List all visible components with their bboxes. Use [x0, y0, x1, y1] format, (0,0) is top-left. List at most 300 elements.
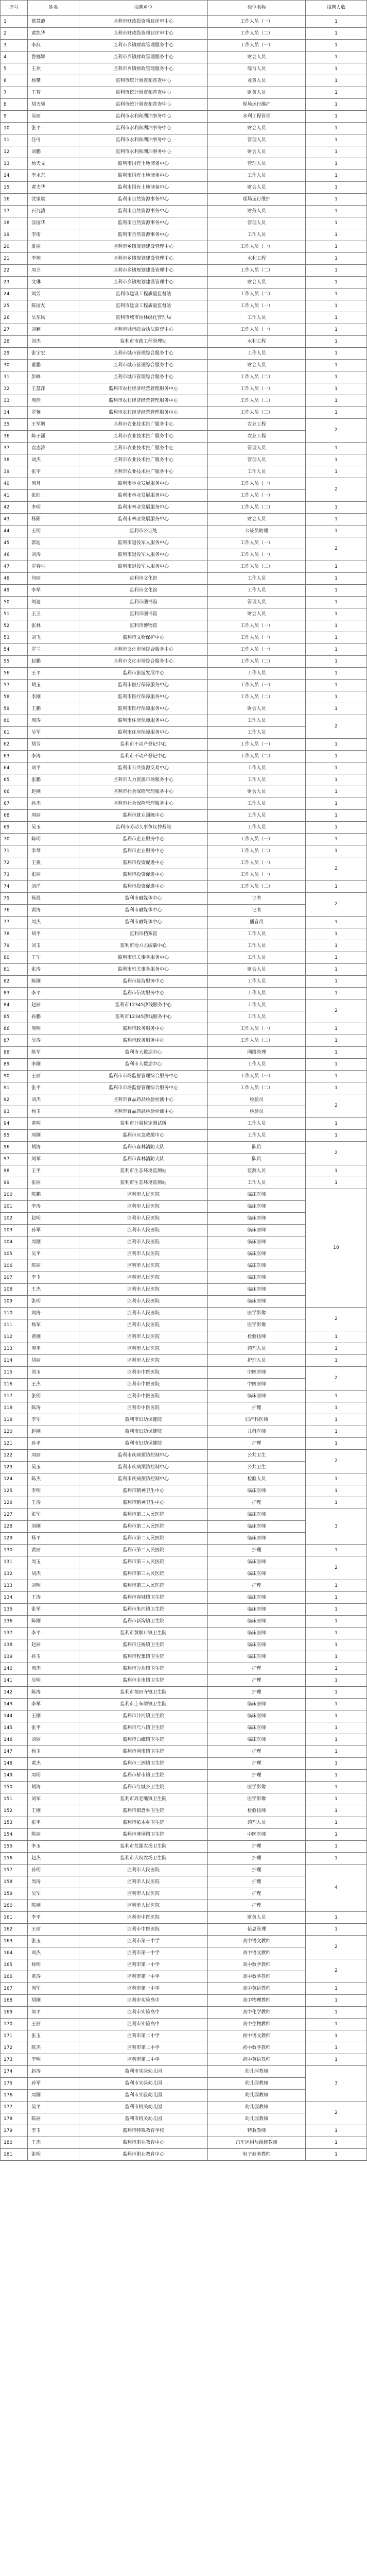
table-cell-post: 工作人员（一） — [208, 1071, 306, 1082]
table-cell-unit: 监利市职业教育中心 — [79, 2149, 208, 2161]
table-cell-seq: 173 — [1, 2054, 28, 2066]
table-cell-name: 陈杰 — [28, 2042, 79, 2054]
table-cell-unit: 监利市乡镇财政管理服务中心 — [79, 63, 208, 75]
table-cell-seq: 24 — [1, 289, 28, 300]
table-cell-unit: 监利市实验高中 — [79, 2007, 208, 2019]
table-cell-unit: 监利市公共资源交易中心 — [79, 762, 208, 774]
table-cell-post: 临床医师 — [208, 1628, 306, 1639]
table-cell-name: 沈家斌 — [28, 194, 79, 206]
table-cell-seq: 80 — [1, 952, 28, 964]
table-cell-count: 1 — [306, 158, 367, 170]
table-cell-count: 1 — [306, 395, 367, 407]
table-cell-post: 特教教师 — [208, 2125, 306, 2137]
table-cell-post: 工作人员 — [208, 573, 306, 585]
table-cell-seq: 145 — [1, 1722, 28, 1734]
table-cell-post: 幼儿园教师 — [208, 2090, 306, 2102]
table-cell-seq: 31 — [1, 371, 28, 383]
table-cell-seq: 51 — [1, 608, 28, 620]
table-row — [1, 2137, 367, 2149]
table-cell-post: 初中英语教师 — [208, 2054, 306, 2066]
table-cell-count: 1 — [306, 1438, 367, 1450]
table-cell-post: 临床医师 — [208, 1189, 306, 1201]
table-cell-seq: 86 — [1, 1023, 28, 1035]
table-cell-seq: 54 — [1, 644, 28, 656]
table-cell-post: 工作人员（一） — [208, 16, 306, 28]
table-row — [1, 443, 367, 454]
table-cell-unit: 监利市第三人民医院 — [79, 1556, 208, 1568]
table-cell-count: 1 — [306, 1035, 367, 1047]
table-cell-count: 2 — [306, 999, 367, 1023]
table-cell-unit: 监利市国有土地储备中心 — [79, 158, 208, 170]
table-row — [1, 573, 367, 585]
table-row — [1, 2054, 367, 2066]
table-cell-name: 文琳 — [28, 277, 79, 289]
table-row — [1, 1580, 367, 1592]
table-cell-post: 工作人员 — [208, 810, 306, 822]
table-cell-post: 高中英语教师 — [208, 1983, 306, 1995]
table-cell-name: 吴平 — [28, 1248, 79, 1260]
table-cell-unit: 监利市城市综合执法监督中心 — [79, 324, 208, 336]
table-cell-seq: 61 — [1, 727, 28, 739]
table-cell-count: 1 — [306, 976, 367, 988]
table-cell-post: 临床医师 — [208, 1236, 306, 1248]
table-cell-post: 记者 — [208, 905, 306, 917]
table-cell-seq: 70 — [1, 834, 28, 845]
table-cell-post: 财会人员 — [208, 703, 306, 715]
table-cell-seq: 33 — [1, 395, 28, 407]
table-row — [1, 1687, 367, 1699]
table-cell-seq: 166 — [1, 1971, 28, 1983]
table-cell-post: 农业工程 — [208, 419, 306, 431]
table-cell-name: 张林 — [28, 620, 79, 632]
table-cell-count: 1 — [306, 182, 367, 194]
table-cell-name: 赵刚 — [28, 786, 79, 798]
table-cell-seq: 65 — [1, 774, 28, 786]
table-cell-name: 周明 — [28, 1023, 79, 1035]
table-row — [1, 1331, 367, 1343]
header-unit: 招聘单位 — [79, 1, 208, 16]
table-row — [1, 146, 367, 158]
table-cell-name: 周涛 — [28, 1876, 79, 1888]
table-row — [1, 703, 367, 715]
table-cell-post: 临床医师 — [208, 1710, 306, 1722]
table-cell-count: 1 — [306, 2030, 367, 2042]
table-cell-post: 初中数学教师 — [208, 2042, 306, 2054]
table-cell-unit: 监利市医疗保障服务中心 — [79, 691, 208, 703]
table-cell-count: 1 — [306, 253, 367, 265]
table-cell-name: 张平 — [28, 123, 79, 134]
table-cell-post: 工作人员（二） — [208, 561, 306, 573]
table-cell-unit: 监利市实验幼儿园 — [79, 2078, 208, 2090]
table-cell-seq: 116 — [1, 1379, 28, 1391]
table-cell-post: 工作人员（一） — [208, 620, 306, 632]
table-cell-name: 李涛 — [28, 1201, 79, 1213]
table-cell-seq: 21 — [1, 253, 28, 265]
table-cell-count: 1 — [306, 2019, 367, 2030]
table-cell-post: 临床医师 — [208, 1568, 306, 1580]
table-cell-seq: 163 — [1, 1936, 28, 1947]
table-cell-count: 1 — [306, 1177, 367, 1189]
table-cell-name: 王平 — [28, 668, 79, 680]
table-row — [1, 217, 367, 229]
table-cell-name: 吴涛 — [28, 1035, 79, 1047]
table-cell-post: 临床医师 — [208, 1651, 306, 1663]
table-cell-post: 工作人员 — [208, 928, 306, 940]
table-cell-post: 检验员 — [208, 1094, 306, 1106]
table-cell-unit: 监利市程集镇卫生院 — [79, 1651, 208, 1663]
table-row — [1, 1983, 367, 1995]
table-cell-seq: 96 — [1, 1142, 28, 1154]
table-cell-name: 刘鹏 — [28, 146, 79, 158]
table-cell-post: 水利工程 — [208, 336, 306, 348]
table-cell-unit: 监利市上车湾镇卫生院 — [79, 1699, 208, 1710]
table-cell-unit: 监利市大数据中心 — [79, 1047, 208, 1059]
table-cell-name: 刘迪 — [28, 597, 79, 608]
table-cell-unit: 监利市生态环境监测站 — [79, 1165, 208, 1177]
table-cell-seq: 174 — [1, 2066, 28, 2078]
table-cell-name: 李翔 — [28, 253, 79, 265]
table-cell-seq: 14 — [1, 170, 28, 182]
table-cell-post: 高中语文教师 — [208, 1947, 306, 1959]
table-cell-post: 工作人员（一） — [208, 739, 306, 751]
table-cell-unit: 监利市中医医院 — [79, 1391, 208, 1402]
table-cell-count: 1 — [306, 348, 367, 360]
table-cell-post: 工作人员 — [208, 312, 306, 324]
table-cell-seq: 119 — [1, 1414, 28, 1426]
table-cell-post: 工作人员 — [208, 585, 306, 597]
table-cell-seq: 23 — [1, 277, 28, 289]
table-cell-seq: 69 — [1, 822, 28, 834]
table-cell-count: 1 — [306, 810, 367, 822]
table-row — [1, 1094, 367, 1106]
table-cell-post: 财会人员 — [208, 123, 306, 134]
table-cell-name: 吴平 — [28, 2102, 79, 2113]
table-cell-name: 杨天文 — [28, 158, 79, 170]
table-cell-post: 临床医师 — [208, 1296, 306, 1308]
table-cell-name: 陈刚 — [28, 976, 79, 988]
table-cell-name: 周立 — [28, 265, 79, 277]
table-row — [1, 360, 367, 371]
table-cell-post: 护理 — [208, 1746, 306, 1758]
table-row — [1, 1616, 367, 1628]
table-cell-post: 财会人员 — [208, 146, 306, 158]
table-cell-name: 李琴 — [28, 845, 79, 857]
table-cell-count: 1 — [306, 1829, 367, 1841]
table-cell-name: 王慧萍 — [28, 383, 79, 395]
table-row — [1, 597, 367, 608]
table-cell-name: 刘平 — [28, 762, 79, 774]
table-cell-name: 吴明 — [28, 1675, 79, 1687]
table-cell-count: 1 — [306, 75, 367, 87]
table-row — [1, 300, 367, 312]
table-cell-name: 王欢 — [28, 63, 79, 75]
table-cell-count: 1 — [306, 632, 367, 644]
table-cell-post: 临床医师 — [208, 1604, 306, 1616]
table-cell-count: 1 — [306, 289, 367, 300]
table-cell-unit: 监利市自然资源事务中心 — [79, 206, 208, 217]
table-cell-count: 1 — [306, 336, 367, 348]
table-cell-count: 1 — [306, 762, 367, 774]
table-cell-unit: 监利市市政工程管理处 — [79, 336, 208, 348]
table-row — [1, 1793, 367, 1805]
table-cell-unit: 监利市疾病预防控制中心 — [79, 1450, 208, 1462]
table-cell-count: 1 — [306, 40, 367, 52]
table-cell-unit: 监利市第二人民医院 — [79, 1533, 208, 1545]
table-cell-count: 1 — [306, 466, 367, 478]
table-cell-seq: 172 — [1, 2042, 28, 2054]
table-cell-unit: 监利市退役军人服务中心 — [79, 537, 208, 549]
table-cell-unit: 监利市中医医院 — [79, 1924, 208, 1936]
table-cell-unit: 监利市毛市镇卫生院 — [79, 1675, 208, 1687]
table-cell-count: 1 — [306, 1485, 367, 1497]
table-cell-unit: 监利市投资促进中心 — [79, 869, 208, 881]
table-cell-name: 胡玉 — [28, 680, 79, 691]
table-cell-post: 高中物理教师 — [208, 1995, 306, 2007]
table-cell-unit: 监利市人民医院 — [79, 1355, 208, 1367]
table-cell-seq: 46 — [1, 549, 28, 561]
table-cell-name: 张军 — [28, 1509, 79, 1521]
table-row — [1, 2030, 367, 2042]
table-cell-unit: 监利市中医医院 — [79, 1912, 208, 1924]
table-cell-seq: 90 — [1, 1071, 28, 1082]
table-cell-post: 电子商务教师 — [208, 2149, 306, 2161]
table-cell-post: 财会人员 — [208, 514, 306, 526]
table-cell-post: 护理 — [208, 1841, 306, 1853]
table-cell-unit: 监利市文化馆 — [79, 573, 208, 585]
table-cell-unit: 监利市自然资源事务中心 — [79, 217, 208, 229]
table-cell-seq: 84 — [1, 999, 28, 1011]
table-cell-post: 临床医师 — [208, 1201, 306, 1213]
table-cell-unit: 监利市企业服务中心 — [79, 845, 208, 857]
table-cell-count: 1 — [306, 324, 367, 336]
table-cell-name: 袁志涛 — [28, 443, 79, 454]
table-cell-seq: 142 — [1, 1687, 28, 1699]
table-cell-post: 临床医师 — [208, 1592, 306, 1604]
table-cell-name: 张宇 — [28, 466, 79, 478]
table-cell-unit: 监利市城市管理综合服务中心 — [79, 371, 208, 383]
table-cell-count: 1 — [306, 798, 367, 810]
table-cell-unit: 监利市社会保险管理服务中心 — [79, 798, 208, 810]
table-cell-unit: 监利市水利和湖泊事务中心 — [79, 146, 208, 158]
table-cell-name: 孙军 — [28, 2078, 79, 2090]
table-cell-unit: 监利市农业技术推广服务中心 — [79, 443, 208, 454]
table-cell-name: 刘颖 — [28, 324, 79, 336]
table-cell-unit: 监利市第三人民医院 — [79, 1568, 208, 1580]
table-cell-post: 护理 — [208, 1402, 306, 1414]
table-cell-seq: 56 — [1, 668, 28, 680]
table-row — [1, 2042, 367, 2054]
table-cell-seq: 168 — [1, 1995, 28, 2007]
table-cell-name: 陈丽 — [28, 1260, 79, 1272]
table-cell-name: 周杰 — [28, 1663, 79, 1675]
table-cell-seq: 146 — [1, 1734, 28, 1746]
table-row — [1, 1545, 367, 1556]
table-cell-name: 赵涛 — [28, 2066, 79, 2078]
table-cell-seq: 171 — [1, 2030, 28, 2042]
table-cell-seq: 112 — [1, 1331, 28, 1343]
table-row — [1, 16, 367, 28]
table-cell-name: 王丽 — [28, 1924, 79, 1936]
table-cell-unit: 监利市农业技术推广服务中心 — [79, 431, 208, 443]
table-cell-post: 工作人员（一） — [208, 632, 306, 644]
table-cell-post: 中医医师 — [208, 1367, 306, 1379]
table-cell-unit: 监利市大垸农场卫生院 — [79, 1853, 208, 1865]
table-cell-name: 胡丽 — [28, 1355, 79, 1367]
table-row — [1, 348, 367, 360]
table-row — [1, 1604, 367, 1616]
table-cell-count: 1 — [306, 265, 367, 277]
table-cell-count: 2 — [306, 715, 367, 739]
table-cell-seq: 161 — [1, 1912, 28, 1924]
table-cell-unit: 监利市国有土地储备中心 — [79, 182, 208, 194]
table-cell-post: 综合人员 — [208, 63, 306, 75]
table-cell-unit: 监利市统计调查和普查中心 — [79, 99, 208, 111]
table-cell-name: 胡平 — [28, 928, 79, 940]
table-cell-seq: 64 — [1, 762, 28, 774]
table-cell-count: 1 — [306, 2125, 367, 2137]
table-row — [1, 2149, 367, 2161]
table-cell-unit: 监利市人民医院 — [79, 1331, 208, 1343]
table-cell-name: 吴玉 — [28, 822, 79, 834]
table-cell-post: 护理 — [208, 1853, 306, 1865]
table-cell-count: 1 — [306, 514, 367, 526]
table-cell-name: 蔡慧静 — [28, 16, 79, 28]
table-cell-seq: 115 — [1, 1367, 28, 1379]
table-row — [1, 1829, 367, 1841]
table-cell-count: 1 — [306, 739, 367, 751]
table-cell-seq: 155 — [1, 1841, 28, 1853]
table-cell-unit: 监利市第二中学 — [79, 2054, 208, 2066]
table-cell-post: 汽车运用与维修教师 — [208, 2137, 306, 2149]
table-row — [1, 1639, 367, 1651]
table-row — [1, 810, 367, 822]
table-cell-seq: 110 — [1, 1308, 28, 1319]
table-cell-post: 护理 — [208, 1687, 306, 1699]
table-cell-seq: 55 — [1, 656, 28, 668]
table-cell-name: 张平 — [28, 1722, 79, 1734]
table-cell-unit: 监利市特殊教育学校 — [79, 2125, 208, 2137]
table-cell-name: 王刚 — [28, 1805, 79, 1817]
table-cell-unit: 监利市农村经济经营管理服务中心 — [79, 407, 208, 419]
table-cell-unit: 监利市财政投资项目评审中心 — [79, 16, 208, 28]
table-header — [1, 1, 367, 16]
table-cell-name: 周丽 — [28, 810, 79, 822]
table-row — [1, 1865, 367, 1876]
table-cell-unit: 监利市文化市场综合服务中心 — [79, 656, 208, 668]
table-cell-seq: 20 — [1, 241, 28, 253]
table-cell-unit: 监利市精神卫生中心 — [79, 1485, 208, 1497]
table-cell-name: 黄杰 — [28, 1758, 79, 1770]
table-cell-seq: 175 — [1, 2078, 28, 2090]
table-cell-seq: 19 — [1, 229, 28, 241]
table-cell-name: 周刚 — [28, 1130, 79, 1142]
table-cell-count: 1 — [306, 1782, 367, 1793]
table-cell-count: 1 — [306, 1355, 367, 1367]
table-cell-count: 1 — [306, 917, 367, 928]
table-cell-unit: 监利市城市园林绿化管理局 — [79, 312, 208, 324]
table-cell-name: 张平 — [28, 1082, 79, 1094]
table-cell-post: 工作人员（一） — [208, 490, 306, 502]
table-cell-count: 1 — [306, 1023, 367, 1035]
table-cell-seq: 63 — [1, 751, 28, 762]
table-cell-post: 检验技师 — [208, 1331, 306, 1343]
table-cell-count: 1 — [306, 371, 367, 383]
table-cell-name: 李永东 — [28, 170, 79, 182]
table-cell-post: 工作人员 — [208, 952, 306, 964]
table-cell-name: 张丽 — [28, 869, 79, 881]
table-cell-name: 王涛 — [28, 1592, 79, 1604]
table-row — [1, 644, 367, 656]
table-cell-seq: 105 — [1, 1248, 28, 1260]
table-cell-seq: 93 — [1, 1106, 28, 1118]
table-cell-seq: 121 — [1, 1438, 28, 1450]
table-row — [1, 691, 367, 703]
table-cell-post: 临床医师 — [208, 1260, 306, 1272]
table-cell-seq: 181 — [1, 2149, 28, 2161]
table-cell-count: 1 — [306, 940, 367, 952]
table-cell-name: 陈丽 — [28, 1829, 79, 1841]
table-cell-name: 刘杰 — [28, 336, 79, 348]
table-cell-post: 公证员助理 — [208, 526, 306, 537]
table-cell-seq: 95 — [1, 1130, 28, 1142]
table-row — [1, 87, 367, 99]
table-cell-post: 工作人员 — [208, 466, 306, 478]
table-cell-post: 高中化学教师 — [208, 2007, 306, 2019]
table-cell-seq: 79 — [1, 940, 28, 952]
table-cell-name: 刘杰 — [28, 1947, 79, 1959]
table-cell-count: 1 — [306, 277, 367, 289]
table-cell-post: 临床医师 — [208, 1722, 306, 1734]
table-cell-name: 李刚 — [28, 691, 79, 703]
table-cell-post: 检验人员 — [208, 1473, 306, 1485]
table-cell-name: 周军 — [28, 1983, 79, 1995]
table-cell-name: 刘平 — [28, 2007, 79, 2019]
table-row — [1, 123, 367, 134]
table-row — [1, 395, 367, 407]
table-cell-count: 1 — [306, 1616, 367, 1628]
table-row — [1, 170, 367, 182]
table-cell-unit: 监利市黄歇口镇卫生院 — [79, 1628, 208, 1639]
table-cell-seq: 89 — [1, 1059, 28, 1071]
table-cell-count: 1 — [306, 1545, 367, 1556]
table-row — [1, 1165, 367, 1177]
table-cell-unit: 监利市农村经济经营管理服务中心 — [79, 383, 208, 395]
table-cell-unit: 监利市分盐镇卫生院 — [79, 1663, 208, 1675]
table-cell-post: 工作人员（一） — [208, 834, 306, 845]
table-cell-unit: 监利市机关事务服务中心 — [79, 952, 208, 964]
table-cell-name: 杨明 — [28, 1959, 79, 1971]
table-cell-unit: 监利市文化馆 — [79, 585, 208, 597]
table-cell-unit: 监利市档案馆 — [79, 928, 208, 940]
table-cell-count: 2 — [306, 1142, 367, 1165]
table-cell-name: 赵丽 — [28, 999, 79, 1011]
table-cell-post: 工作人员 — [208, 762, 306, 774]
table-cell-unit: 监利市农业技术推广服务中心 — [79, 466, 208, 478]
table-cell-name: 王强 — [28, 857, 79, 869]
table-cell-count: 2 — [306, 537, 367, 561]
table-cell-count: 1 — [306, 691, 367, 703]
table-cell-count: 1 — [306, 99, 367, 111]
table-cell-post: 高中数学教师 — [208, 1971, 306, 1983]
table-cell-seq: 83 — [1, 988, 28, 999]
table-cell-seq: 1 — [1, 16, 28, 28]
table-cell-count: 1 — [306, 1793, 367, 1805]
table-cell-name: 黄凯华 — [28, 28, 79, 40]
table-cell-count: 1 — [306, 2137, 367, 2149]
table-cell-seq: 59 — [1, 703, 28, 715]
table-cell-unit: 监利市森林消防大队 — [79, 1142, 208, 1154]
table-cell-name: 陈子涵 — [28, 431, 79, 443]
